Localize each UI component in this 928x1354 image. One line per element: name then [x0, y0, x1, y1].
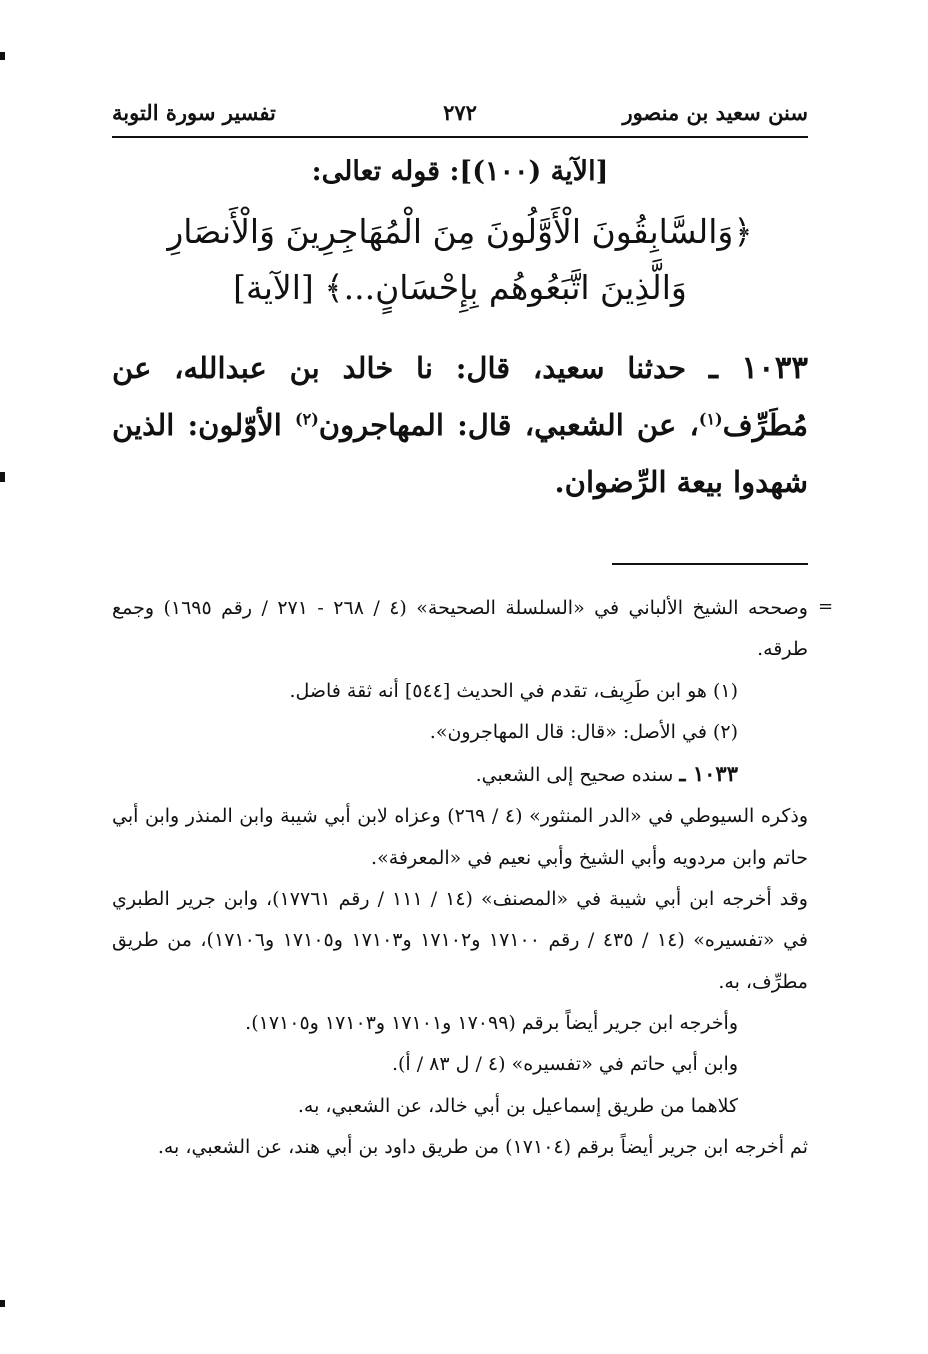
takhrij-paragraph: كلاهما من طريق إسماعيل بن أبي خالد، عن الشعبي، به.: [297, 1094, 738, 1117]
scan-edge-mark: [0, 1300, 5, 1307]
section-title: تفسير سورة التوبة: [112, 100, 276, 125]
quran-verse-line-2: وَالَّذِينَ اتَّبَعُوهُم بِإِحْسَانٍ...﴾ [الآية]: [233, 268, 687, 307]
takhrij-paragraph: وقد أخرجه ابن أبي شيبة في «المصنف» (١٤ / ١١١ / رقم ١٧٧٦١)، وابن جرير الطبري في «تفسيره» (١٤ / ٤٣٥ / رقم ١٧١٠٠ و١٧١٠٢ و١٧١٠٣ و١٧١٠٥ و١٧١٠٦)، من طريق مطرِّف، به.: [112, 888, 808, 993]
scan-edge-mark: [0, 52, 5, 60]
page-number: ٢٧٢: [443, 100, 477, 125]
takhrij-heading: [112, 753, 808, 796]
hadith-text: [112, 340, 808, 511]
takhrij-paragraph: وذكره السيوطي في «الدر المنثور» (٤ / ٢٦٩) وعزاه لابن أبي شيبة وابن المنذر وابن أبي حاتم وابن مردويه وأبي الشيخ وأبي نعيم في «المعرفة».: [112, 805, 809, 869]
hadith-segment: ، عن الشعبي، قال: المهاجرون: [318, 408, 699, 442]
scan-edge-mark: [0, 472, 5, 482]
hadith-segment: الأوّلون: الذين شهدوا بيعة الرِّضوان.: [112, 408, 808, 499]
footnotes: [112, 588, 808, 1168]
running-header: [112, 96, 808, 138]
quran-verse-line-1: ﴿وَالسَّابِقُونَ الْأَوَّلُونَ مِنَ الْمُهَاجِرِينَ وَالْأَنصَارِ: [167, 212, 753, 251]
footnote-ref: (٢): [295, 409, 319, 429]
hadith-segment: حدثنا سعيد، قال: نا خالد بن عبدالله، عن مُطَرِّف: [112, 351, 808, 442]
hadith-number: ١٠٣٣ ـ: [708, 350, 808, 386]
footnote-1: (١) هو ابن طَرِيف، تقدم في الحديث [٥٤٤] أنه ثقة فاضل.: [289, 679, 738, 702]
takhrij-text: سنده صحيح إلى الشعبي.: [475, 764, 680, 787]
takhrij-paragraph: وأخرجه ابن جرير أيضاً برقم (١٧٠٩٩ و١٧١٠١ و١٧١٠٣ و١٧١٠٥).: [245, 1011, 738, 1034]
book-title: سنن سعيد بن منصور: [622, 100, 808, 125]
takhrij-paragraph: ثم أخرجه ابن جرير أيضاً برقم (١٧١٠٤) من طريق داود بن أبي هند، عن الشعبي، به.: [157, 1135, 808, 1158]
footnote-separator: [612, 563, 808, 565]
continuation-marker: =: [818, 596, 834, 617]
footnote-2: (٢) في الأصل: «قال: قال المهاجرون».: [429, 720, 738, 743]
takhrij-paragraph: وابن أبي حاتم في «تفسيره» (٤ / ل ٨٣ / أ).: [391, 1053, 738, 1076]
footnote-continuation: وصححه الشيخ الألباني في «السلسلة الصحيحة» (٤ / ٢٦٨ - ٢٧١ / رقم ١٦٩٥) وجمع طرقه.: [112, 597, 808, 661]
ayah-heading: [الآية (١٠٠)]: قوله تعالى:: [311, 156, 609, 187]
footnote-ref: (١): [698, 409, 723, 429]
takhrij-number: ١٠٣٣ ـ: [679, 761, 738, 787]
